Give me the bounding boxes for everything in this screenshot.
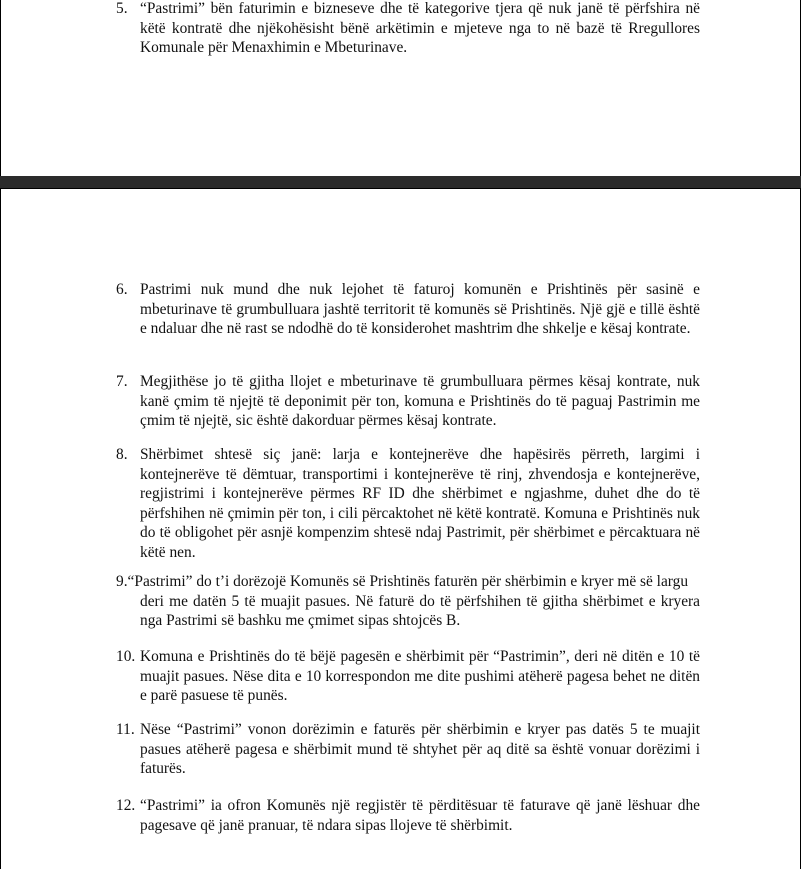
list-text: Pastrimi nuk mund dhe nuk lejohet të faturoj komunën e Prishtinës për sasinë e mbeturinave të grumbulluara jashtë territorit të komunës së Prishtinës. Një gjë e tillë është e ndaluar dhe në rast se ndodhë do të konsiderohet mashtrim dhe shkelje e kësaj kontrate. xyxy=(140,281,700,337)
list-text: Megjithëse jo të gjitha llojet e mbeturinave të grumbulluara përmes kësaj kontrate, nuk kanë çmim të njejtë të deponimit për ton, komuna e Prishtinës do të paguaj Pastrimin me çmim të njejtë, sic është dakorduar përmes kësaj kontrate. xyxy=(140,373,700,429)
list-text: deri me datën 5 të muajit pasues. Në faturë do të përfshihen të gjitha shërbimet e kryera nga Pastrimi së bashku me çmimet sipas shtojcës B. xyxy=(140,592,700,629)
list-number: 6. xyxy=(116,281,128,298)
list-item-10 xyxy=(116,647,700,706)
page-separator xyxy=(0,176,801,188)
list-number: 11. xyxy=(116,721,135,738)
list-item-5 xyxy=(116,0,700,58)
list-number: 10. xyxy=(116,648,136,665)
list-number: 5. xyxy=(116,0,128,17)
list-number: 8. xyxy=(116,446,128,463)
list-item-9 xyxy=(116,572,700,631)
list-number: 9. xyxy=(116,573,128,590)
list-item-6 xyxy=(116,280,700,339)
list-item-8 xyxy=(116,445,700,562)
list-item-7 xyxy=(116,372,700,431)
list-text: “Pastrimi” bën faturimin e bizneseve dhe të kategorive tjera që nuk janë të përfshira në këtë kontratë dhe njëkohësisht bënë arkëtimin e mjeteve nga to në bazë të Rregullores Komunale për Menaxhimin e Mbeturinave. xyxy=(140,0,700,56)
list-text: Komuna e Prishtinës do të bëjë pagesën e shërbimit për “Pastrimin”, deri në ditën e 10 të muajit pasues. Nëse dita e 10 korrespondon me dite pushimi atëherë pagesa behet ne ditën e parë pasuese të punës. xyxy=(140,648,700,704)
list-text-first-line: “Pastrimi” do t’i dorëzojë Komunës së Prishtinës faturën për shërbimin e kryer më së largu xyxy=(127,573,689,590)
list-text: “Pastrimi” ia ofron Komunës një regjistër të përditësuar të faturave që janë lëshuar dhe pagesave që janë pranuar, të ndara sipas llojeve të shërbimit. xyxy=(140,797,700,834)
list-text: Shërbimet shtesë siç janë: larja e kontejnerëve dhe hapësirës përreth, largimi i kontejnerëve të dëmtuar, transportimi i kontejnerëve të rinj, zhvendosja e kontejnerëve, regjistrimi i kontejnerëve përmes RF ID dhe shërbimet e ngjashme, duhet dhe do të përfshihen në çmimin për ton, i cili përcaktohet në këtë kontratë. Komuna e Prishtinës nuk do të obligohet për asnjë kompenzim shtesë ndaj Pastrimit, për shërbimet e përcaktuara në këtë nen. xyxy=(140,446,700,561)
list-number: 12. xyxy=(116,797,136,814)
list-item-12 xyxy=(116,796,700,835)
list-number: 7. xyxy=(116,373,128,390)
list-text: Nëse “Pastrimi” vonon dorëzimin e faturës për shërbimin e kryer pas datës 5 te muajit pasues atëherë pagesa e shërbimit mund të shtyhet për aq ditë sa është vonuar dorëzimi i faturës. xyxy=(140,721,700,777)
list-item-11 xyxy=(116,720,700,779)
